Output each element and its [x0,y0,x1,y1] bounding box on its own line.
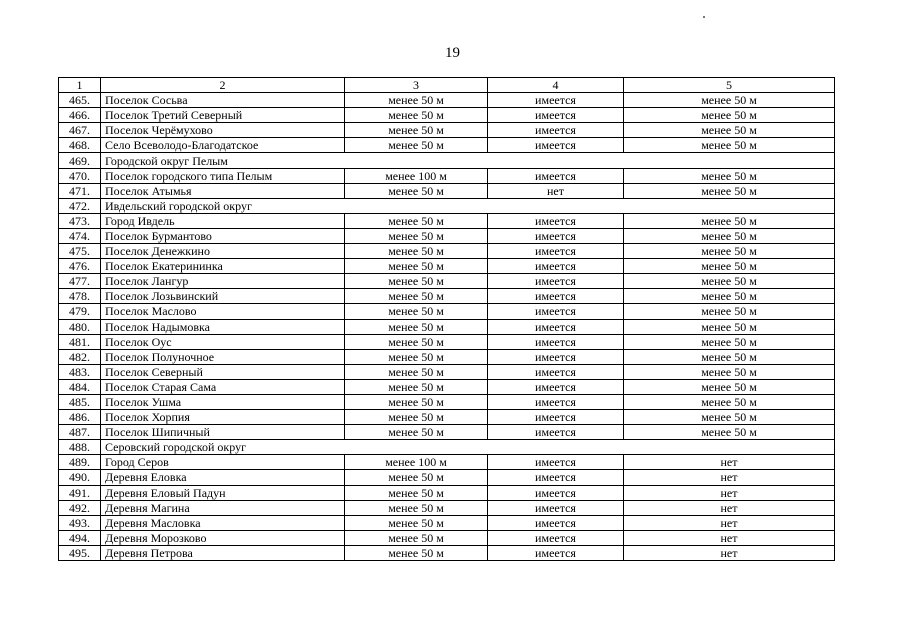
col4-cell: имеется [488,319,624,334]
row-number-cell: 486. [59,410,101,425]
col5-cell: менее 50 м [624,228,835,243]
col3-cell: менее 50 м [345,274,488,289]
settlement-name-cell: Деревня Петрова [101,545,345,560]
col3-cell: менее 50 м [345,485,488,500]
col3-cell: менее 50 м [345,500,488,515]
col3-cell: менее 50 м [345,394,488,409]
col4-cell: имеется [488,500,624,515]
row-number-cell: 482. [59,349,101,364]
table-row [59,138,835,153]
row-number-cell: 478. [59,289,101,304]
row-number-cell: 481. [59,334,101,349]
col4-cell: имеется [488,334,624,349]
col5-cell: менее 50 м [624,289,835,304]
table-row [59,515,835,530]
col5-cell: менее 50 м [624,168,835,183]
col4-cell: имеется [488,213,624,228]
col5-cell: менее 50 м [624,138,835,153]
row-number-cell: 485. [59,394,101,409]
row-number-cell: 476. [59,259,101,274]
col4-cell: нет [488,183,624,198]
col4-cell: имеется [488,259,624,274]
settlement-name-cell: Город Серов [101,455,345,470]
col4-cell: имеется [488,515,624,530]
settlement-name-cell: Деревня Масловка [101,515,345,530]
table-row [59,304,835,319]
col3-cell: менее 50 м [345,545,488,560]
col5-cell: менее 50 м [624,425,835,440]
col3-cell: менее 50 м [345,183,488,198]
col3-cell: менее 50 м [345,93,488,108]
row-number-cell: 490. [59,470,101,485]
col4-cell: имеется [488,108,624,123]
row-number-cell: 495. [59,545,101,560]
page-number: 19 [445,45,460,61]
settlement-name-cell: Деревня Морозково [101,530,345,545]
settlement-name-cell: Поселок Денежкино [101,244,345,259]
col3-cell: менее 50 м [345,334,488,349]
settlements-table [58,77,835,561]
row-number-cell: 471. [59,183,101,198]
table-row [59,123,835,138]
settlement-name-cell: Поселок Северный [101,364,345,379]
table-row [59,244,835,259]
settlement-name-cell: Поселок Третий Северный [101,108,345,123]
table-row [59,108,835,123]
row-number-cell: 473. [59,213,101,228]
col5-cell: менее 50 м [624,274,835,289]
col3-cell: менее 50 м [345,259,488,274]
settlement-name-cell: Поселок Лангур [101,274,345,289]
settlement-name-cell: Поселок Сосьва [101,93,345,108]
row-number-cell: 480. [59,319,101,334]
settlement-name-cell: Поселок Екатерининка [101,259,345,274]
table-header-row [59,78,835,93]
row-number-cell: 477. [59,274,101,289]
settlement-name-cell: Село Всеволодо-Благодатское [101,138,345,153]
col5-cell: менее 50 м [624,364,835,379]
table-row [59,319,835,334]
col5-cell: менее 50 м [624,379,835,394]
col4-cell: имеется [488,93,624,108]
col4-cell: имеется [488,123,624,138]
col5-cell: менее 50 м [624,123,835,138]
table-row [59,394,835,409]
header-cell-1: 1 [59,78,101,93]
table-row [59,545,835,560]
col3-cell: менее 50 м [345,244,488,259]
header-cell-2: 2 [101,78,345,93]
settlement-name-cell: Поселок Черёмухово [101,123,345,138]
row-number-cell: 470. [59,168,101,183]
header-cell-5: 5 [624,78,835,93]
section-row [59,153,835,168]
table-row [59,93,835,108]
row-number-cell: 465. [59,93,101,108]
section-title-cell: Городской округ Пелым [101,153,835,168]
settlement-name-cell: Поселок Надымовка [101,319,345,334]
col4-cell: имеется [488,530,624,545]
table-row [59,530,835,545]
table-row [59,470,835,485]
settlement-name-cell: Поселок Полуночное [101,349,345,364]
col5-cell: менее 50 м [624,410,835,425]
col4-cell: имеется [488,289,624,304]
row-number-cell: 493. [59,515,101,530]
row-number-cell: 488. [59,440,101,455]
col3-cell: менее 50 м [345,138,488,153]
col4-cell: имеется [488,425,624,440]
col3-cell: менее 100 м [345,455,488,470]
table-row [59,334,835,349]
col3-cell: менее 50 м [345,289,488,304]
row-number-cell: 484. [59,379,101,394]
col3-cell: менее 50 м [345,213,488,228]
col5-cell: нет [624,485,835,500]
row-number-cell: 468. [59,138,101,153]
table-row [59,349,835,364]
table-row [59,485,835,500]
col5-cell: нет [624,530,835,545]
row-number-cell: 494. [59,530,101,545]
settlement-name-cell: Деревня Еловый Падун [101,485,345,500]
col5-cell: нет [624,470,835,485]
settlement-name-cell: Поселок Старая Сама [101,379,345,394]
col4-cell: имеется [488,349,624,364]
col3-cell: менее 50 м [345,349,488,364]
col3-cell: менее 50 м [345,410,488,425]
col4-cell: имеется [488,244,624,259]
table-row [59,289,835,304]
col4-cell: имеется [488,470,624,485]
col3-cell: менее 50 м [345,515,488,530]
col4-cell: имеется [488,394,624,409]
col3-cell: менее 50 м [345,364,488,379]
table-row [59,168,835,183]
header-cell-3: 3 [345,78,488,93]
col5-cell: менее 50 м [624,93,835,108]
row-number-cell: 492. [59,500,101,515]
row-number-cell: 489. [59,455,101,470]
row-number-cell: 467. [59,123,101,138]
table-body [59,78,835,561]
settlement-name-cell: Поселок Хорпия [101,410,345,425]
table-row [59,410,835,425]
col5-cell: нет [624,545,835,560]
section-title-cell: Ивдельский городской округ [101,198,835,213]
table-row [59,364,835,379]
col4-cell: имеется [488,379,624,394]
col3-cell: менее 50 м [345,470,488,485]
col5-cell: нет [624,515,835,530]
col5-cell: менее 50 м [624,334,835,349]
settlement-name-cell: Поселок Оус [101,334,345,349]
col3-cell: менее 50 м [345,319,488,334]
settlement-name-cell: Поселок Лозьвинский [101,289,345,304]
col3-cell: менее 50 м [345,108,488,123]
row-number-cell: 483. [59,364,101,379]
section-title-cell: Серовский городской округ [101,440,835,455]
settlement-name-cell: Деревня Еловка [101,470,345,485]
col5-cell: менее 50 м [624,183,835,198]
row-number-cell: 474. [59,228,101,243]
settlement-name-cell: Поселок Бурмантово [101,228,345,243]
col4-cell: имеется [488,485,624,500]
col4-cell: имеется [488,455,624,470]
col4-cell: имеется [488,364,624,379]
table-row [59,183,835,198]
col3-cell: менее 50 м [345,123,488,138]
col5-cell: менее 50 м [624,108,835,123]
col5-cell: менее 50 м [624,244,835,259]
col5-cell: менее 50 м [624,319,835,334]
col4-cell: имеется [488,410,624,425]
row-number-cell: 479. [59,304,101,319]
row-number-cell: 466. [59,108,101,123]
table-row [59,259,835,274]
settlement-name-cell: Деревня Магина [101,500,345,515]
col3-cell: менее 50 м [345,379,488,394]
col4-cell: имеется [488,304,624,319]
scan-speck [703,16,705,18]
settlement-name-cell: Город Ивдель [101,213,345,228]
row-number-cell: 469. [59,153,101,168]
table-row [59,213,835,228]
row-number-cell: 475. [59,244,101,259]
settlement-name-cell: Поселок городского типа Пелым [101,168,345,183]
col3-cell: менее 50 м [345,228,488,243]
settlement-name-cell: Поселок Маслово [101,304,345,319]
col4-cell: имеется [488,138,624,153]
settlement-name-cell: Поселок Шипичный [101,425,345,440]
col4-cell: имеется [488,545,624,560]
col5-cell: менее 50 м [624,394,835,409]
col3-cell: менее 100 м [345,168,488,183]
table-row [59,500,835,515]
col4-cell: имеется [488,228,624,243]
col5-cell: менее 50 м [624,349,835,364]
settlement-name-cell: Поселок Ушма [101,394,345,409]
col3-cell: менее 50 м [345,530,488,545]
header-cell-4: 4 [488,78,624,93]
col3-cell: менее 50 м [345,304,488,319]
col5-cell: менее 50 м [624,304,835,319]
col5-cell: менее 50 м [624,213,835,228]
section-row [59,198,835,213]
table-row [59,455,835,470]
col5-cell: менее 50 м [624,259,835,274]
section-row [59,440,835,455]
table-row [59,425,835,440]
col4-cell: имеется [488,274,624,289]
col5-cell: нет [624,455,835,470]
col5-cell: нет [624,500,835,515]
col3-cell: менее 50 м [345,425,488,440]
row-number-cell: 472. [59,198,101,213]
row-number-cell: 491. [59,485,101,500]
table-row [59,228,835,243]
row-number-cell: 487. [59,425,101,440]
table-row [59,379,835,394]
table-row [59,274,835,289]
col4-cell: имеется [488,168,624,183]
settlement-name-cell: Поселок Атымья [101,183,345,198]
